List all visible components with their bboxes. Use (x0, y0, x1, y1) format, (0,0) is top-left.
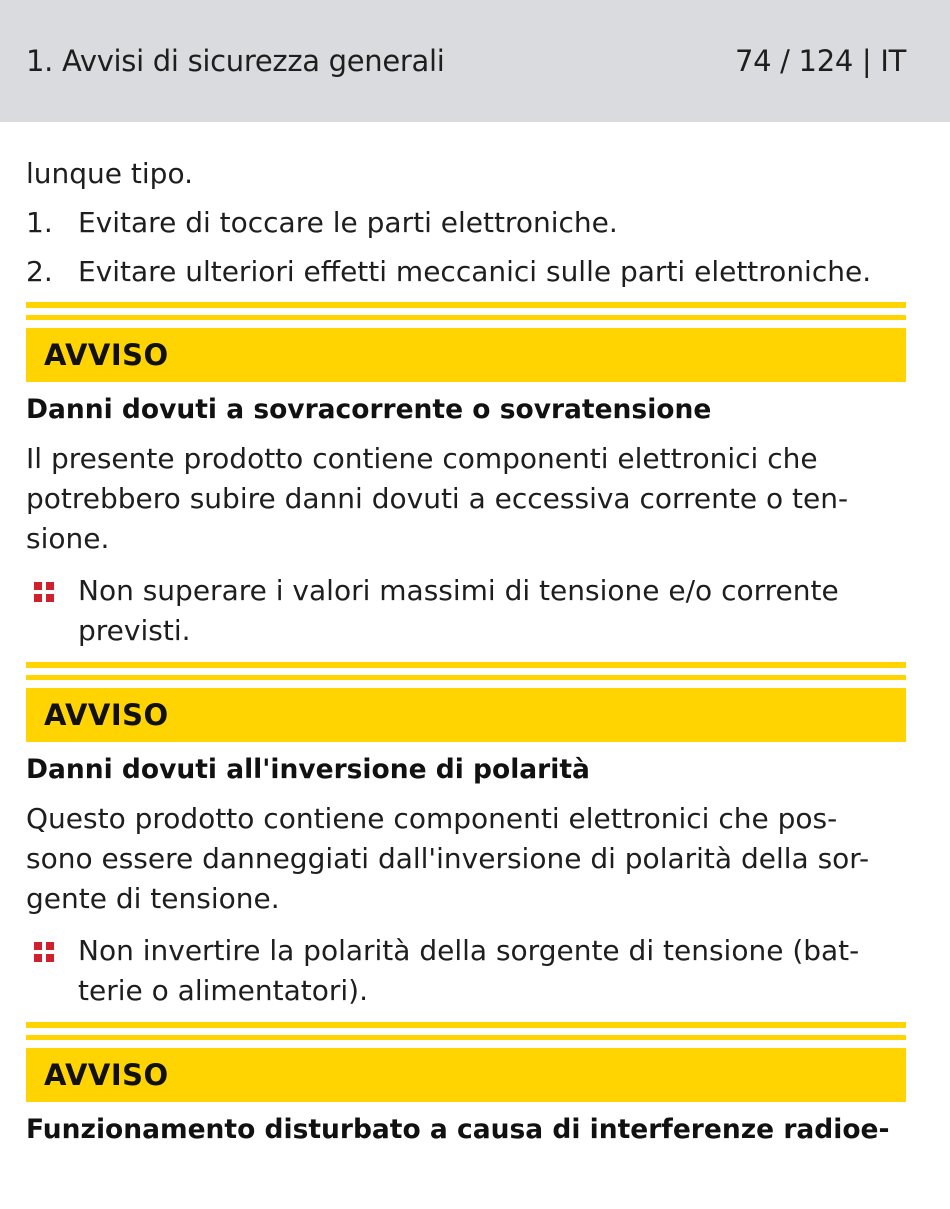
body-line: sono essere danneggiati dall'inversione di polarità della sor- (26, 842, 870, 875)
body-line: Il presente prodotto contiene componenti elettronici che (26, 442, 818, 475)
warning-banner (26, 1048, 906, 1102)
page-header (0, 0, 950, 122)
section-title: 1. Avvisi di sicurezza generali (26, 44, 445, 78)
page-content (0, 122, 950, 1150)
notice-title: Funzionamento disturbato a causa di interferenze radioe- (26, 1114, 890, 1145)
warning-label: AVVISO (44, 1058, 169, 1092)
notice-body (26, 439, 906, 559)
step-item (26, 203, 906, 243)
page-indicator: 74 / 124 | IT (734, 44, 906, 78)
bullet-item (26, 931, 906, 1011)
step-number: 2. (26, 255, 53, 288)
red-four-squares-icon (26, 571, 78, 651)
bullet-text (78, 931, 859, 1011)
step-text: Evitare di toccare le parti elettroniche. (78, 206, 618, 239)
red-four-squares-icon (26, 931, 78, 1011)
notice-title: Danni dovuti a sovracorrente o sovratensione (26, 394, 712, 425)
continuation-text: lunque tipo. (26, 157, 193, 190)
warning-banner (26, 328, 906, 382)
bullet-item (26, 571, 906, 651)
body-line: sione. (26, 522, 110, 555)
bullet-line: Non invertire la polarità della sorgente di tensione (bat- (78, 934, 860, 967)
body-line: potrebbero subire danni dovuti a eccessiva corrente o ten- (26, 482, 849, 515)
bullet-text (78, 571, 839, 651)
warning-banner (26, 688, 906, 742)
step-number: 1. (26, 206, 53, 239)
body-line: Questo prodotto contiene componenti elettronici che pos- (26, 802, 838, 835)
notice-body (26, 799, 906, 919)
step-text: Evitare ulteriori effetti meccanici sulle parti elettroniche. (78, 255, 872, 288)
bullet-line: previsti. (78, 614, 191, 647)
body-line: gente di tensione. (26, 882, 280, 915)
notice-title: Danni dovuti all'inversione di polarità (26, 754, 590, 785)
warning-label: AVVISO (44, 698, 169, 732)
bullet-line: terie o alimentatori). (78, 974, 368, 1007)
step-item (26, 252, 906, 292)
bullet-line: Non superare i valori massimi di tensione e/o corrente (78, 574, 839, 607)
warning-label: AVVISO (44, 338, 169, 372)
